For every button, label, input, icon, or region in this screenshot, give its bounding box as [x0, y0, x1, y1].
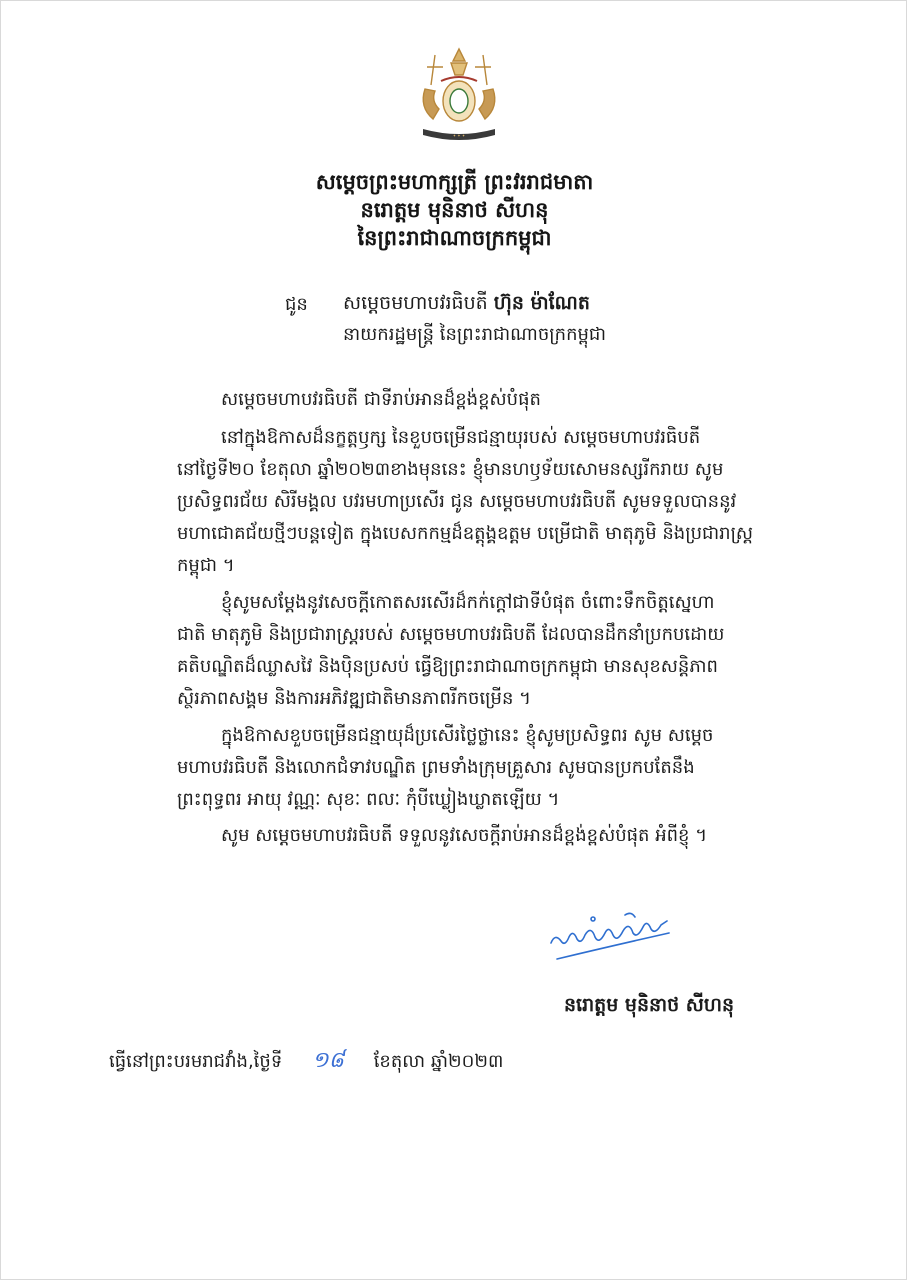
- paragraph-2-line: ស្ថិរភាពសង្គម និងការអភិវឌ្ឍជាតិមានភាពរីកចម្រើន ។: [177, 688, 531, 709]
- date-suffix: ខែតុលា ឆ្នាំ២០២៣: [373, 1051, 504, 1072]
- closing-line: សូម សម្ដេចមហាបវរធិបតី ទទួលនូវសេចក្ដីរាប់អានដ៏ខ្ពង់ខ្ពស់បំផុត អំពីខ្ញុំ ។: [221, 825, 708, 846]
- paragraph-1-line: ប្រសិទ្ធពរជ័យ សិរីមង្គល បវរមហាប្រសើរ ជូន សម្ដេចមហាបវរធិបតី សូមទទួលបាននូវ: [177, 491, 737, 512]
- royal-coat-of-arms-emblem: [413, 45, 505, 145]
- paragraph-1-line: នៅក្នុងឱកាសដ៏នក្ខត្តឫក្ស នៃខួបចម្រើនជន្មាយុរបស់ សម្ដេចមហាបវរធិបតី: [221, 427, 701, 448]
- date-day-handwritten: ១៨: [311, 1048, 345, 1073]
- recipient-name: ហ៊ុន ម៉ាណែត: [493, 292, 590, 314]
- paragraph-3-line: មហាបវរធិបតី និងលោកជំទាវបណ្ឌិត ព្រមទាំងក្រុមគ្រួសារ សូមបានប្រកបតែនឹង: [177, 757, 695, 778]
- paragraph-1-line: កម្ពុជា ។: [177, 555, 235, 576]
- signer-name: នរោត្តម មុនិនាថ សីហនុ: [564, 994, 735, 1016]
- date-prefix: ធ្វើនៅព្រះបរមរាជវាំង,ថ្ងៃទី: [109, 1051, 283, 1072]
- svg-text:✦ ✦ ✦: ✦ ✦ ✦: [452, 133, 466, 138]
- recipient-title: នាយករដ្ឋមន្ត្រី នៃព្រះរាជាណាចក្រកម្ពុជា: [343, 324, 607, 345]
- paragraph-1-line: នៅថ្ងៃទី២០ ខែតុលា ឆ្នាំ២០២៣ខាងមុននេះ ខ្ញុំមានហឫទ័យសោមនស្សរីករាយ សូម: [177, 459, 724, 480]
- paragraph-2-line: ខ្ញុំសូមសម្ដែងនូវសេចក្ដីកោតសរសើរដ៏កក់ក្ដៅជាទីបំផុត ចំពោះទឹកចិត្តស្នេហា: [221, 592, 715, 613]
- recipient-to-label: ជូន: [285, 294, 308, 315]
- paragraph-1-line: មហាជោគជ័យថ្មីៗបន្តទៀត ក្នុងបេសកកម្មដ៏ឧត្តុង្គឧត្តម បម្រើជាតិ មាតុភូមិ និងប្រជារាស្ត្រ: [177, 523, 754, 544]
- paragraph-2-line: ជាតិ មាតុភូមិ និងប្រជារាស្ត្ររបស់ សម្ដេចមហាបវរធិបតី ដែលបានដឹកនាំប្រកបដោយ: [177, 624, 725, 645]
- paragraph-3-line: ព្រះពុទ្ធពរ អាយុ វណ្ណៈ សុខៈ ពលៈ កុំបីឃ្លៀងឃ្លាតឡើយ ។: [177, 789, 560, 810]
- handwritten-signature: [547, 903, 675, 967]
- paragraph-2-line: គតិបណ្ឌិតដ៏ឈ្លាសវៃ និងប៉ិនប្រសប់ ធ្វើឱ្យព្រះរាជាណាចក្រកម្ពុជា មានសុខសន្តិភាព: [177, 656, 718, 677]
- salutation: សម្ដេចមហាបវរធិបតី ជាទីរាប់អានដ៏ខ្ពង់ខ្ពស់បំផុត: [221, 389, 541, 410]
- recipient-honorific: សម្ដេចមហាបវរធិបតី: [343, 292, 488, 314]
- paragraph-3-line: ក្នុងឱកាសខួបចម្រើនជន្មាយុដ៏ប្រសើរថ្លៃថ្លានេះ ខ្ញុំសូមប្រសិទ្ធពរ សូម សម្ដេច: [221, 725, 714, 746]
- sender-title-line-1: សម្ដេចព្រះមហាក្សត្រី ព្រះវររាជមាតា: [315, 170, 594, 194]
- recipient-name-line: [343, 291, 590, 319]
- date-line: [109, 1046, 503, 1078]
- sender-title-line-3: នៃព្រះរាជាណាចក្រកម្ពុជា: [357, 226, 552, 250]
- sender-name: នរោត្តម មុនិនាថ សីហនុ: [360, 198, 549, 222]
